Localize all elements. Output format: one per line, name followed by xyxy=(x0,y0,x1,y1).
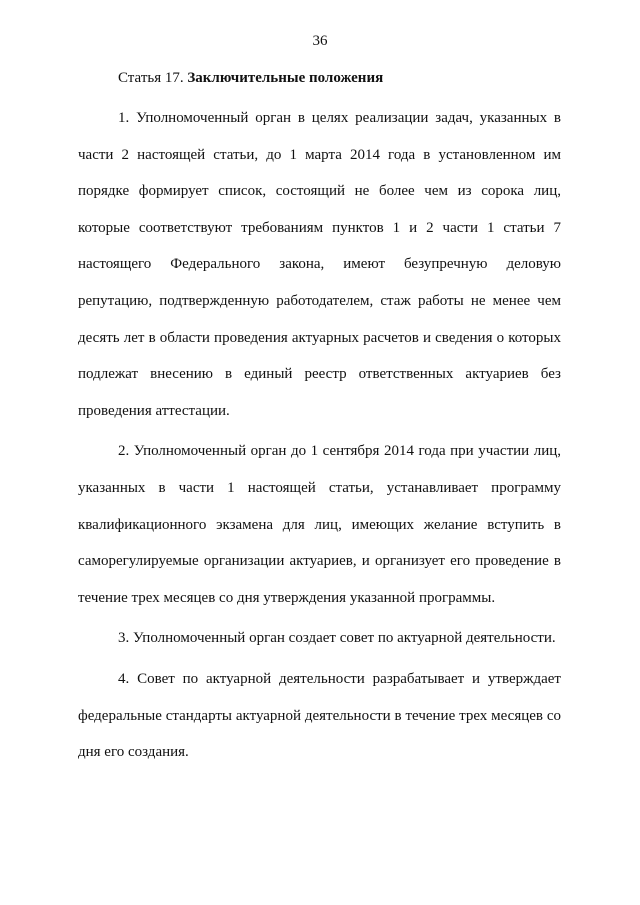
page-number: 36 xyxy=(312,33,328,49)
article-heading xyxy=(118,60,561,96)
paragraph-1: 1. Уполномоченный орган в целях реализации задач, указанных в части 2 настоящей статьи, до 1 марта 2014 года в установленном им порядке формирует список, состоящий не более чем из сорока лиц, которые соответствуют требованиям пунктов 1 и 2 части 1 статьи 7 настоящего Федерального закона, имеют безупречную деловую репутацию, подтвержденную работодателем, стаж работы не менее чем десять лет в области проведения актуарных расчетов и сведения о которых подлежат внесению в единый реестр ответственных актуариев без проведения аттестации. xyxy=(78,110,561,419)
paragraph-3: 3. Уполномоченный орган создает совет по актуарной деятельности. xyxy=(118,630,556,647)
article-title: Заключительные положения xyxy=(187,70,384,86)
paragraph-4: 4. Совет по актуарной деятельности разрабатывает и утверждает федеральные стандарты актуарной деятельности в течение трех месяцев со дня его создания. xyxy=(78,670,561,761)
document-body xyxy=(78,60,561,771)
article-label: Статья 17. xyxy=(118,70,184,86)
paragraph-2: 2. Уполномоченный орган до 1 сентября 2014 года при участии лиц, указанных в части 1 настоящей статьи, устанавливает программу квалификационного экзамена для лиц, имеющих желание вступить в саморегулируемые организации актуариев, и организует его проведение в течение трех месяцев со дня утверждения указанной программы. xyxy=(78,443,561,606)
